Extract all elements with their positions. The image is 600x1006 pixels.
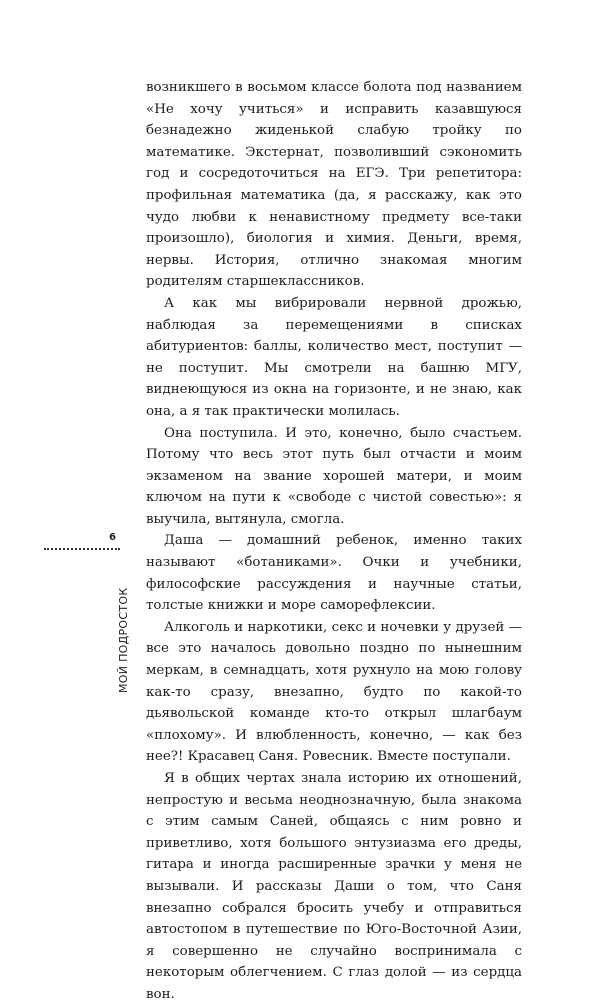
paragraph-6: Я в общих чертах знала историю их отношений, непростую и весьма неоднозначную, была знакома с этим самым Саней, общаясь с ним ровно и приветливо, хотя большого энтузиазма его дреды, гитара и иногда расширенные зрачки у меня не вызывали. И рассказы Даши о том, что Саня внезапно собрался бросить учебу и отправиться автостопом в путешествие по Юго-Восточной Азии, я совершенно не случайно воспринимала с некоторым облегчением. С глаз долой — из сердца вон. — [146, 771, 522, 1002]
paragraph-3: Она поступила. И это, конечно, было счастьем. Потому что весь этот путь был отчасти и моим экзаменом на звание хорошей матери, и моим ключом на пути к «свободе с чистой совестью»: я выучила, вытянула, смогла. — [146, 425, 522, 527]
page-number: 6 — [109, 532, 116, 543]
margin-dotted-divider — [44, 548, 120, 550]
paragraph-1: возникшего в восьмом классе болота под названием «Не хочу учиться» и исправить казавшуюся безнадежно жиденькой слабую тройку по математике. Экстернат, позволивший сэкономить год и сосредоточиться на ЕГЭ. Три репетитора: профильная математика (да, я расскажу, как это чудо любви к ненавистному предмету все-таки произошло), биология и химия. Деньги, время, нервы. История, отлично знакомая многим родителям старшеклассников. — [146, 80, 522, 290]
paragraph-4: Даша — домашний ребенок, именно таких называют «ботаниками». Очки и учебники, философские рассуждения и научные статьи, толстые книжки и море саморефлексии. — [146, 533, 522, 614]
paragraph-5: Алкоголь и наркотики, секс и ночевки у друзей — все это началось довольно поздно по нынешним меркам, в семнадцать, хотя рухнуло на мою голову как-то сразу, внезапно, будто по какой-то дьявольской команде кто-то открыл шлагбаум «плохому». И влюбленность, конечно, — как без нее?! Красавец Саня. Ровесник. Вместе поступали. — [146, 619, 522, 765]
body-text — [146, 77, 522, 1006]
paragraph-2: А как мы вибрировали нервной дрожью, наблюдая за перемещениями в списках абитуриентов: баллы, количество мест, поступит — не поступит. Мы смотрели на башню МГУ, виднеющуюся из окна на горизонте, и не знаю, как она, а я так практически молилась. — [146, 295, 522, 419]
running-title: МОЙ ПОДРОСТОК — [117, 587, 130, 693]
